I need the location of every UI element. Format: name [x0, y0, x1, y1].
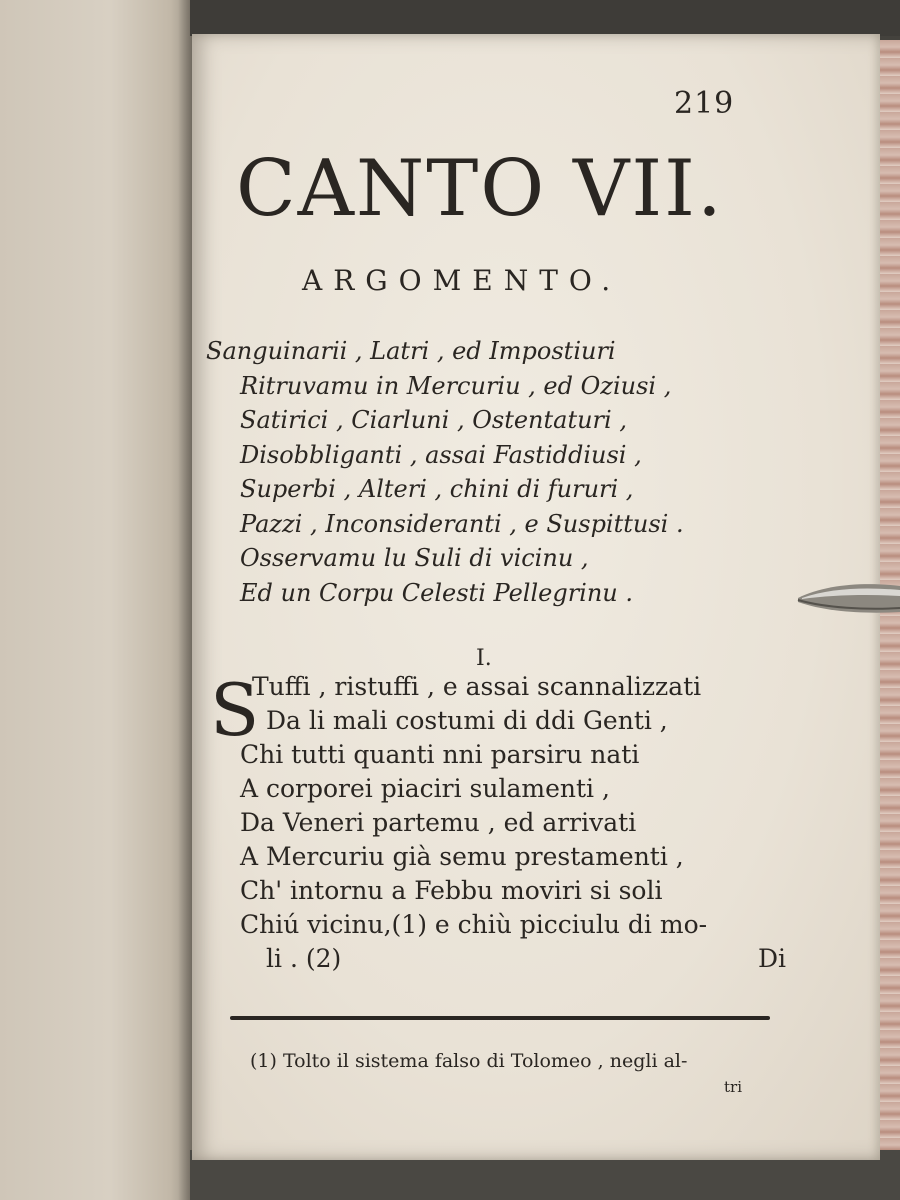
- argomento-line: Ed un Corpu Celesti Pellegrinu .: [240, 578, 634, 607]
- book-page: [192, 34, 880, 1160]
- book-cover-top: [190, 0, 900, 36]
- footnote-continuation: tri: [724, 1078, 742, 1096]
- page-clip-icon: [796, 574, 900, 620]
- argomento-line: Sanguinarii , Latri , ed Impostiuri: [206, 337, 616, 365]
- canto-title: CANTO VII.: [236, 144, 724, 234]
- verse-line: Ch' intornu a Febbu moviri si soli: [240, 876, 663, 905]
- argomento-line: Superbi , Alteri , chini di fururi ,: [240, 475, 634, 503]
- argomento-verses: [206, 334, 684, 610]
- argomento-line: Osservamu lu Suli di vicinu ,: [240, 544, 589, 572]
- drop-cap: S: [210, 668, 260, 752]
- argomento-line: Ritruvamu in Mercuriu , ed Oziusi ,: [240, 371, 672, 400]
- verse-line: li . (2): [266, 944, 342, 973]
- footnote-rule: [230, 1016, 770, 1020]
- verse-line: Chi tutti quanti nni parsiru nati: [240, 740, 640, 769]
- verse-last-line: [210, 942, 786, 976]
- verse-line: Da Veneri partemu , ed arrivati: [240, 808, 637, 837]
- left-page-edge: [0, 0, 200, 1200]
- verse-line: A Mercuriu già semu prestamenti ,: [240, 842, 684, 871]
- footnote: (1) Tolto il sistema falso di Tolomeo , negli al-: [250, 1050, 688, 1072]
- stanza-number: I.: [476, 646, 492, 671]
- stanza-body: [210, 668, 786, 976]
- argomento-line: Disobbliganti , assai Fastiddiusi ,: [240, 440, 642, 469]
- verse-line: Da li mali costumi di ddi Genti ,: [266, 706, 668, 735]
- verse-line: Chiú vicinu,(1) e chiù picciulu di mo-: [240, 910, 708, 939]
- argomento-heading: ARGOMENTO.: [302, 264, 622, 297]
- verse-line: A corporei piaciri sulamenti ,: [240, 774, 610, 803]
- verse-line: Tuffi , ristuffi , e assai scannalizzati: [252, 672, 702, 701]
- argomento-line: Satirici , Ciarluni , Ostentaturi ,: [240, 406, 627, 434]
- argomento-line: Pazzi , Inconsideranti , e Suspittusi .: [240, 509, 684, 538]
- page-number: 219: [674, 86, 735, 121]
- catchword: Di: [757, 944, 786, 973]
